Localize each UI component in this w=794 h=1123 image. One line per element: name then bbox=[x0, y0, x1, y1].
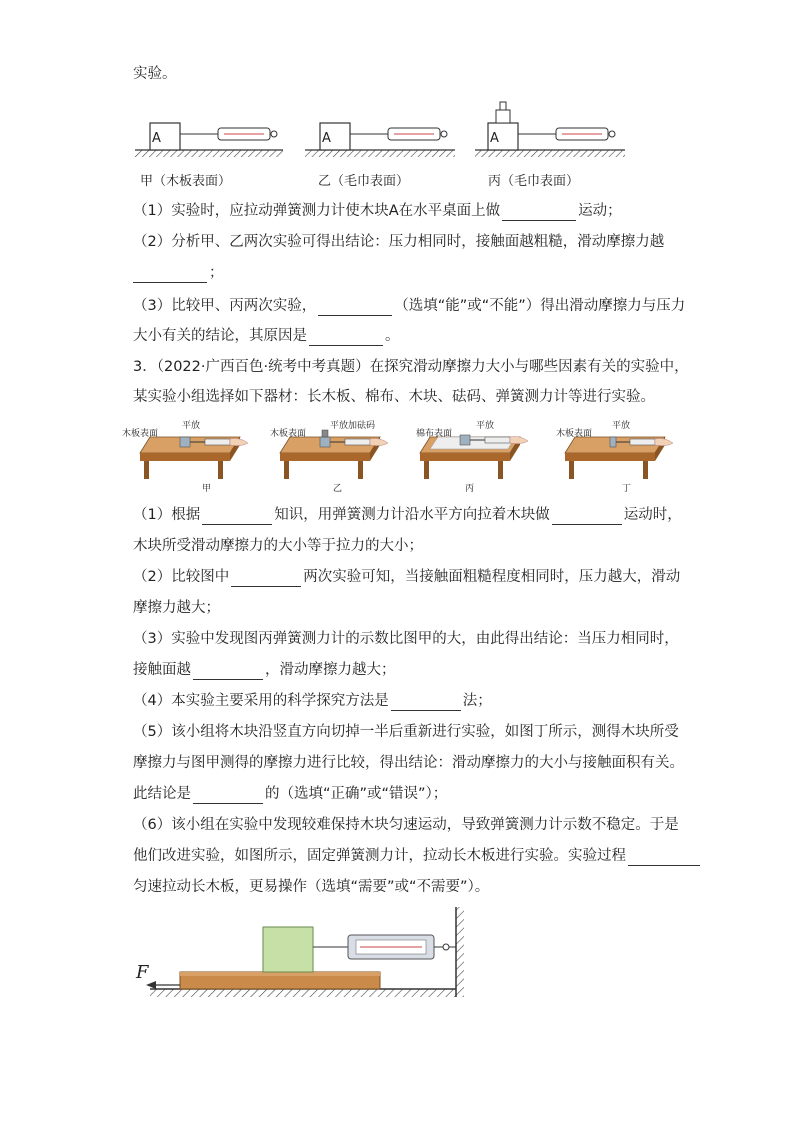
caption-bing: 丙 bbox=[465, 484, 475, 494]
top-label: 平放 bbox=[476, 421, 495, 431]
question-line: （3）比较甲、丙两次实验， （选填“能”或“不能”）得出滑动摩擦力与压力 bbox=[133, 298, 686, 314]
question-line: （4）本实验主要采用的科学探究方法是 法； bbox=[133, 693, 492, 709]
answer-blank[interactable] bbox=[318, 299, 392, 316]
question-line: 木块所受滑动摩擦力的大小等于拉力的大小； bbox=[133, 538, 423, 554]
caption-jia: 甲（木板表面） bbox=[140, 174, 232, 189]
answer-blank[interactable] bbox=[193, 663, 263, 680]
question-line: ； bbox=[133, 263, 224, 283]
caption-yi: 乙（毛巾表面） bbox=[318, 174, 410, 189]
setup-bing bbox=[475, 102, 625, 157]
question-line: （1）实验时，应拉动弹簧测力计使木块A在水平桌面上做 运动； bbox=[133, 203, 622, 219]
top-label: 平放 bbox=[612, 421, 631, 431]
caption-yi: 乙 bbox=[333, 484, 343, 494]
table-setup-ding bbox=[565, 437, 673, 479]
surface-label: 木板表面 bbox=[556, 429, 593, 439]
caption-jia: 甲 bbox=[202, 484, 212, 494]
question-3-header: 3．（2022·广西百色·统考中考真题）在探究滑动摩擦力大小与哪些因素有关的实验中， bbox=[133, 359, 689, 375]
table-setup-jia bbox=[140, 437, 248, 479]
answer-blank[interactable] bbox=[133, 266, 207, 283]
text-line: 实验。 bbox=[133, 66, 177, 82]
question-line: （3）实验中发现图丙弹簧测力计的示数比图甲的大，由此得出结论：当压力相同时， bbox=[133, 631, 679, 647]
block-label: A bbox=[322, 131, 331, 146]
answer-blank[interactable] bbox=[552, 508, 622, 525]
figure-improved-setup bbox=[130, 905, 470, 1005]
answer-blank[interactable] bbox=[309, 329, 383, 346]
surface-label: 木板表面 bbox=[122, 429, 159, 439]
surface-label: 棉布表面 bbox=[416, 429, 453, 439]
wood-block bbox=[263, 927, 313, 972]
question-line: 摩擦力与图甲测得的摩擦力进行比较，得出结论：滑动摩擦力的大小与接触面积有关。 bbox=[133, 755, 684, 771]
caption-ding: 丁 bbox=[622, 484, 632, 494]
answer-blank[interactable] bbox=[231, 570, 301, 587]
answer-blank[interactable] bbox=[193, 787, 263, 804]
block-label: A bbox=[490, 131, 499, 146]
question-line: 他们改进实验，如图所示，固定弹簧测力计，拉动长木板进行实验。实验过程 bbox=[133, 846, 702, 866]
answer-blank[interactable] bbox=[202, 508, 272, 525]
answer-blank[interactable] bbox=[502, 204, 576, 221]
figure-spring-scale-setups bbox=[130, 98, 630, 168]
caption-bing: 丙（毛巾表面） bbox=[488, 174, 580, 189]
block-label: A bbox=[152, 131, 161, 146]
surface-label: 木板表面 bbox=[270, 429, 307, 439]
question-line: （1）根据 知识，用弹簧测力计沿水平方向拉着木块做 运动时， bbox=[133, 507, 682, 523]
question-line: （2）分析甲、乙两次实验可得出结论：压力相同时，接触面越粗糙，滑动摩擦力越 bbox=[133, 234, 665, 250]
answer-blank[interactable] bbox=[391, 694, 461, 711]
answer-blank[interactable] bbox=[628, 849, 700, 866]
table-setup-bing bbox=[420, 435, 528, 479]
question-line: （5）该小组将木块沿竖直方向切掉一半后重新进行实验，如图丁所示，测得木块所受 bbox=[133, 724, 679, 740]
force-label: F bbox=[136, 962, 149, 983]
question-line: 摩擦力越大； bbox=[133, 600, 220, 616]
question-line: （2）比较图中 两次实验可知，当接触面粗糙程度相同时，压力越大，滑动 bbox=[133, 569, 681, 585]
question-3-header: 某实验小组选择如下器材：长木板、棉布、木块、砝码、弹簧测力计等进行实验。 bbox=[133, 389, 655, 405]
question-line: 接触面越 ，滑动摩擦力越大； bbox=[133, 662, 396, 678]
question-line: 大小有关的结论，其原因是 。 bbox=[133, 328, 400, 344]
question-line: 匀速拉动长木板，更易操作（选填“需要”或“不需要”）。 bbox=[133, 879, 490, 895]
question-line: 此结论是 的（选填“正确”或“错误”）； bbox=[133, 786, 448, 802]
question-line: （6）该小组在实验中发现较难保持木块匀速运动，导致弹簧测力计示数不稳定。于是 bbox=[133, 817, 679, 833]
top-label: 平放加砝码 bbox=[330, 421, 376, 431]
top-label: 平放 bbox=[182, 421, 201, 431]
figure-table-setups bbox=[120, 415, 680, 485]
weight bbox=[496, 110, 510, 123]
